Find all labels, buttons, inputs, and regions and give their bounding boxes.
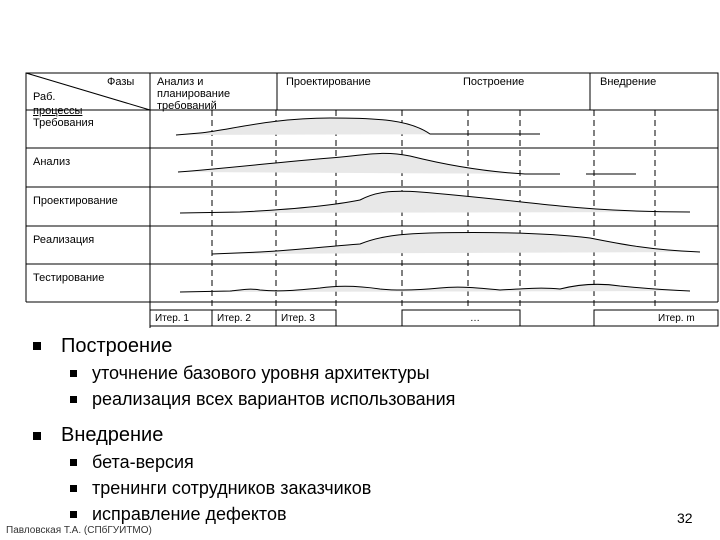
- iteration-1: Итер. 1: [155, 313, 189, 324]
- iteration-ellipsis: …: [470, 313, 480, 324]
- processes-label-line2: процессы: [33, 105, 83, 117]
- phase-transition: Внедрение: [600, 76, 657, 88]
- iteration-2: Итер. 2: [217, 313, 251, 324]
- row-label-design: Проектирование: [33, 195, 118, 207]
- phase-analysis-planning: Анализ и планирование требований: [157, 76, 231, 112]
- bullet-transition-item-3: исправление дефектов: [92, 504, 287, 524]
- bullet-construction-item-2: реализация всех вариантов использования: [92, 389, 456, 409]
- bullet-transition: Внедрение: [61, 424, 164, 446]
- bullet-transition-item-1: бета-версия: [92, 452, 194, 472]
- phase-construction: Построение: [463, 76, 525, 88]
- row-label-implementation: Реализация: [33, 234, 95, 246]
- phases-label: Фазы: [107, 76, 135, 88]
- implementation-curve: [212, 233, 700, 254]
- bullet-construction-item-1: уточнение базового уровня архитектуры: [92, 363, 430, 383]
- bullet-square-icon: [70, 511, 77, 518]
- row-label-analysis: Анализ: [33, 156, 71, 168]
- bullet-square-icon: [70, 485, 77, 492]
- row-label-testing: Тестирование: [33, 272, 105, 284]
- iteration-3: Итер. 3: [281, 313, 315, 324]
- processes-label-line1: Раб.: [33, 91, 56, 103]
- requirements-curve: [176, 118, 540, 135]
- page-number: 32: [677, 510, 693, 526]
- bullet-square-icon: [33, 432, 41, 440]
- testing-curve: [180, 284, 690, 292]
- iteration-m: Итер. m: [658, 313, 695, 324]
- bullet-square-icon: [33, 342, 41, 350]
- bullet-square-icon: [70, 459, 77, 466]
- bullet-square-icon: [70, 396, 77, 403]
- requirements-label: Требования: [33, 117, 94, 129]
- analysis-curve: [178, 153, 560, 174]
- footer-author: Павловская Т.А. (СПбГУИТМО): [6, 525, 152, 536]
- bullet-square-icon: [70, 370, 77, 377]
- bullet-transition-item-2: тренинги сотрудников заказчиков: [92, 478, 372, 498]
- bullet-construction: Построение: [61, 335, 173, 357]
- phase-design: Проектирование: [286, 76, 371, 88]
- design-curve: [180, 191, 690, 213]
